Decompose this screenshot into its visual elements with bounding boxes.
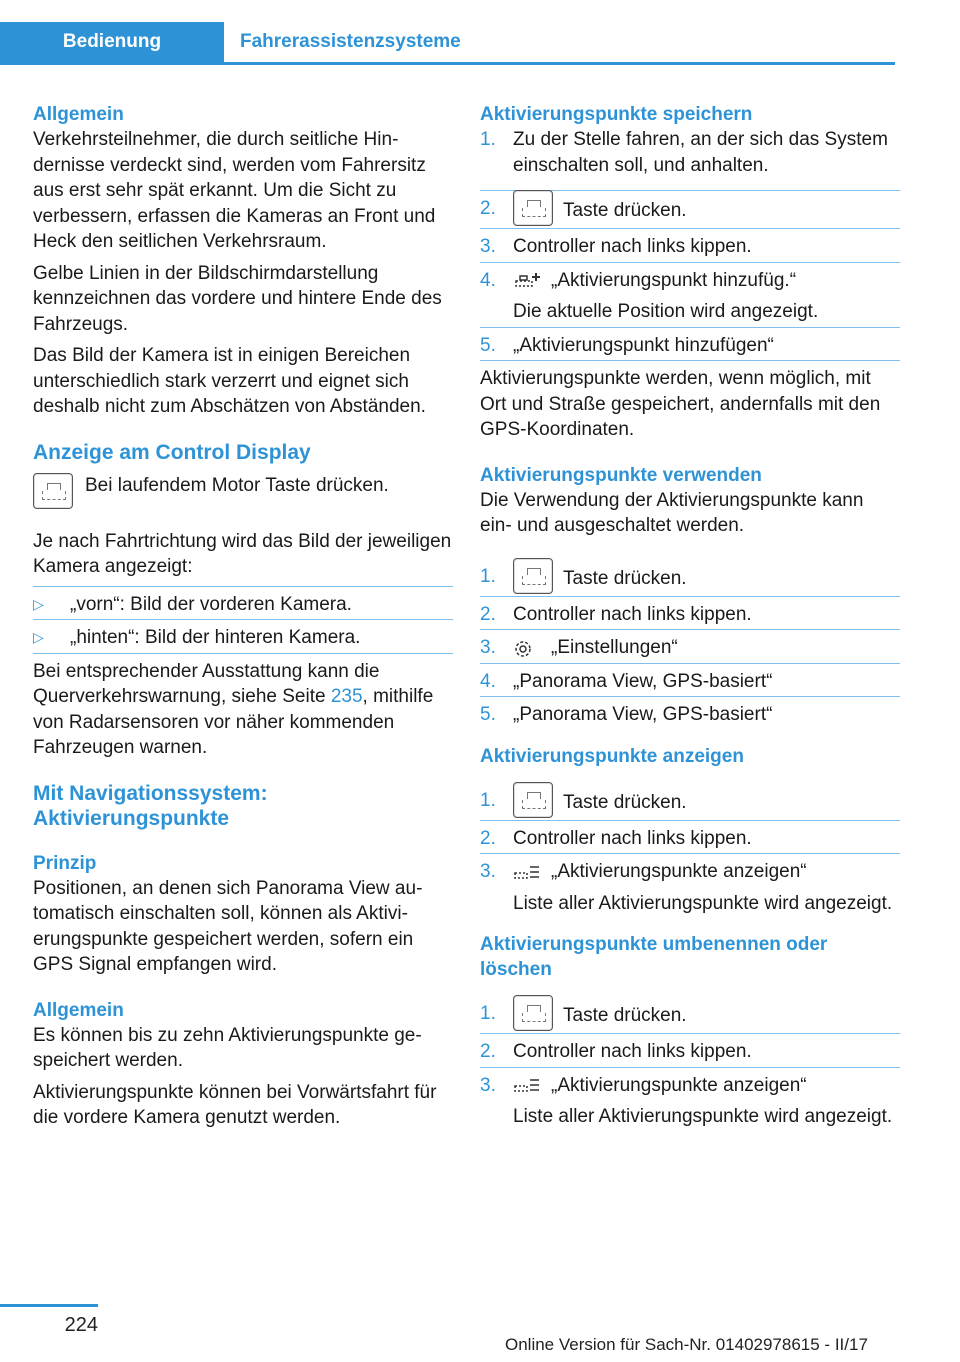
page-header	[0, 22, 895, 65]
add-point-icon	[513, 271, 541, 289]
tab-fahrerassistenzsysteme[interactable]: Fahrerassistenzsysteme	[240, 31, 461, 52]
list-item: 1. Taste drücken.	[480, 559, 900, 596]
paragraph: Die Verwendung der Aktivierungspunkte kann ein- und ausgeschaltet werden.	[480, 489, 864, 536]
section-title-allgemein: Allgemein	[33, 104, 124, 125]
paragraph: Positionen, an denen sich Panorama View automatisch einschalten soll, können als Aktivierungspunkte gespeichert werden, sofern ein GPS Signal empfangen wird.	[33, 877, 423, 975]
list-item: 4. „Aktivierungspunkt hinzufüg.“ Die aktuelle Position wird angezeigt.	[480, 262, 900, 327]
paragraph: Das Bild der Kamera ist in einigen Bereichen unterschiedlich stark verzerrt und eignet sich deshalb nicht zum Abschätzen von Abständen.	[33, 345, 426, 417]
camera-key-icon	[513, 558, 553, 594]
tab-bedienung[interactable]: Bedienung	[0, 22, 224, 62]
section-title-anzeigen: Aktivierungspunkte anzeigen	[480, 745, 744, 767]
section-title-anzeige: Anzeige am Control Display	[33, 440, 311, 464]
list-item: 1. Taste drücken.	[480, 996, 900, 1033]
list-item: 1. Taste drücken.	[480, 783, 900, 820]
footer-rule	[0, 1304, 98, 1307]
page-number: 224	[64, 1314, 98, 1336]
camera-key-icon	[513, 782, 553, 818]
section-title-allgemein-2: Allgemein	[33, 999, 124, 1021]
list-icon	[513, 1076, 541, 1094]
key-instruction-text: Bei laufendem Motor Taste drücken.	[85, 474, 389, 496]
paragraph: Verkehrsteilnehmer, die durch seitliche Hindernisse verdeckt sind, werden vom Fahrersitz aus erst sehr spät erkannt. Um die Sicht zu verbessern, erfassen die Kameras an Front und Heck den seitlichen Verkehrsraum.	[33, 129, 436, 252]
list-item: 5. „Panorama View, GPS-basiert“	[480, 696, 900, 730]
list-item: 3. „Aktivierungspunkte anzeigen“ Liste aller Aktivierungspunkte wird angezeigt.	[480, 1067, 900, 1132]
left-column	[33, 102, 453, 1137]
section-title-navi: Mit Navigationssystem: Aktivierungspunkte	[33, 781, 268, 830]
section-title-umbenennen: Aktivierungspunkte umbenennen oder löschen	[480, 934, 828, 980]
list-item: ▷ „vorn“: Bild der vorderen Kamera.	[33, 586, 453, 620]
list-item: 5. „Aktivierungspunkt hinzufügen“	[480, 327, 900, 361]
camera-key-icon	[33, 473, 73, 509]
list-item: 2. Taste drücken.	[480, 190, 900, 228]
bullet-list	[33, 586, 453, 653]
triangle-bullet-icon: ▷	[33, 629, 44, 645]
right-column	[480, 102, 900, 1132]
page-link[interactable]: 235	[330, 686, 363, 707]
section-title-speichern: Aktivierungspunkte speichern	[480, 104, 753, 125]
section-title-verwenden: Aktivierungspunkte verwenden	[480, 464, 762, 486]
list-item: ▷ „hinten“: Bild der hinteren Kamera.	[33, 619, 453, 653]
steps-umbenennen	[480, 996, 900, 1132]
paragraph: Es können bis zu zehn Aktivierungspunkte gespeichert werden.	[33, 1024, 422, 1071]
paragraph: Aktivierungspunkte werden, wenn möglich, mit Ort und Straße gespeichert, andernfalls mit den GPS-Koordinaten.	[480, 360, 900, 443]
list-icon	[513, 863, 541, 881]
key-instruction	[33, 473, 453, 509]
steps-anzeigen	[480, 783, 900, 919]
section-title-prinzip: Prinzip	[33, 852, 97, 874]
steps-speichern	[480, 127, 900, 360]
settings-gear-icon	[513, 639, 541, 657]
list-item: 1. Zu der Stelle fahren, an der sich das System einschalten soll, und anhalten.	[480, 129, 888, 176]
list-item: 2. Controller nach links kippen.	[480, 820, 900, 854]
list-item: 3. „Einstellungen“	[480, 629, 900, 663]
steps-verwenden	[480, 559, 900, 730]
list-item: 4. „Panorama View, GPS-basiert“	[480, 663, 900, 697]
paragraph: Gelbe Linien in der Bildschirmdarstellung kennzeichnen das vordere und hintere Ende des Fahrzeugs.	[33, 262, 442, 335]
camera-key-icon	[513, 190, 553, 226]
list-item: 3. „Aktivierungspunkte anzeigen“ Liste aller Aktivierungspunkte wird angezeigt.	[480, 853, 900, 918]
list-item: 3. Controller nach links kippen.	[480, 228, 900, 262]
paragraph: Aktivierungspunkte können bei Vorwärtsfahrt für die vordere Kamera genutzt werden.	[33, 1081, 437, 1128]
list-item: 2. Controller nach links kippen.	[480, 596, 900, 630]
triangle-bullet-icon: ▷	[33, 595, 44, 612]
online-version-text: Online Version für Sach-Nr. 01402978615 - II/17	[505, 1335, 868, 1354]
paragraph: Bei entsprechender Ausstattung kann die Querverkehrswarnung, siehe Seite 235, mithilfe von Radarsensoren vor näher kommenden Fahrzeugen warnen.	[33, 653, 453, 761]
camera-key-icon	[513, 995, 553, 1031]
list-item: 2. Controller nach links kippen.	[480, 1033, 900, 1067]
paragraph: Je nach Fahrtrichtung wird das Bild der jeweiligen Kamera angezeigt:	[33, 530, 452, 577]
